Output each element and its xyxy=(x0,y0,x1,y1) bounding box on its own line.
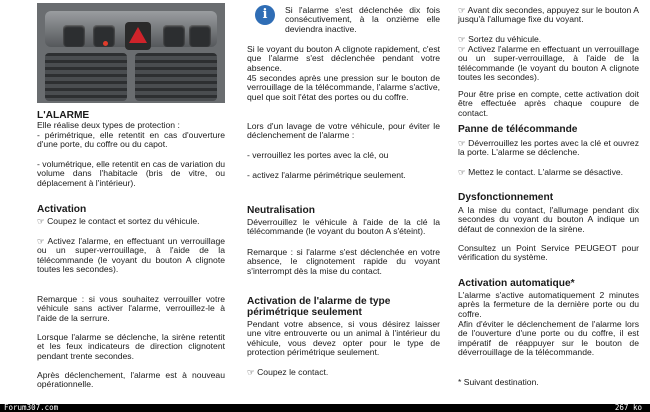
remark: Remarque : si l'alarme s'est déclenchée en votre absence, le clignotement rapide du voyant s'interrompt dès la mise du contact. xyxy=(247,247,440,276)
section-title-neutralisation: Neutralisation xyxy=(247,205,315,216)
alarm-led xyxy=(103,41,108,46)
section-title-malfunction: Dysfonctionnement xyxy=(458,192,554,203)
section-title-perimetric: Activation de l'alarme de type périmétrique seulement xyxy=(247,296,391,318)
remark: Remarque : si vous souhaitez verrouiller votre véhicule sans activer l'alarme, verrouillez-le à l'aide de la serrure. xyxy=(37,294,225,323)
alarm-console-photo xyxy=(37,3,225,103)
section-title-activation: Activation xyxy=(37,204,87,215)
footer-size: 267 ko xyxy=(614,403,642,412)
paragraph: A la mise du contact, l'allumage pendant dix secondes du voyant du bouton A indique un défaut de connexion de la sirène. xyxy=(458,205,639,234)
list-item: ☞ Coupez le contact et sortez du véhicule. xyxy=(37,216,200,226)
paragraph: 45 secondes après une pression sur le bouton de verrouillage de la télécommande, l'alarme s'active, quel que soit l'état des portes ou du coffre. xyxy=(247,73,440,102)
console-button xyxy=(63,25,85,47)
paragraph: Afin d'éviter le déclenchement de l'alarme lors de l'ouverture d'une porte ou du coffre, il est impératif de réappuyer sur le bouton de déverrouillage de la télécommande. xyxy=(458,319,639,358)
list-item: ☞ Déverrouillez les portes avec la clé et ouvrez la porte. L'alarme se déclenche. xyxy=(458,138,639,158)
paragraph: Pour être prise en compte, cette activation doit être effectuée après chaque coupure de contact. xyxy=(458,89,639,118)
list-item: ☞ Activez l'alarme, en effectuant un verrouillage ou un super-verrouillage, à l'aide de la télécommande (le voyant du bouton A clignote toutes les secondes). xyxy=(37,236,225,275)
list-item: ☞ Mettez le contact. L'alarme se désactive. xyxy=(458,167,624,177)
hazard-button-icon xyxy=(125,22,151,50)
section-title-remote-failure: Panne de télécommande xyxy=(458,124,578,135)
air-vent-right xyxy=(135,53,217,101)
list-item: - verrouillez les portes avec la clé, ou xyxy=(247,150,389,160)
list-item: - périmétrique, elle retentit en cas d'ouverture d'une porte, du coffre ou du capot. xyxy=(37,130,225,150)
list-item: ☞ Coupez le contact. xyxy=(247,367,329,377)
footer-site: Forum307.com xyxy=(4,403,59,412)
list-item: ☞ Avant dix secondes, appuyez sur le bouton A jusqu'à l'allumage fixe du voyant. xyxy=(458,5,639,25)
paragraph: Lors d'un lavage de votre véhicule, pour éviter le déclenchement de l'alarme : xyxy=(247,121,440,141)
paragraph: L'alarme s'active automatiquement 2 minutes après la fermeture de la dernière porte ou du coffre. xyxy=(458,290,639,319)
paragraph: Pendant votre absence, si vous désirez laisser une vitre entrouverte ou un animal à l'intérieur du véhicule, vous devez opter pour le type de protection périmétrique seulement. xyxy=(247,319,440,358)
paragraph: Lorsque l'alarme se déclenche, la sirène retentit et les feux indicateurs de direction clignotent pendant trente secondes. xyxy=(37,332,225,361)
console-panel xyxy=(45,11,217,47)
console-button xyxy=(189,25,211,47)
list-item: ☞ Activez l'alarme en effectuant un verrouillage ou un super-verrouillage, à l'aide de la télécommande (le voyant du bouton A clignote toutes les secondes). xyxy=(458,44,639,83)
paragraph: Consultez un Point Service PEUGEOT pour vérification du système. xyxy=(458,243,639,263)
console-button xyxy=(163,25,185,47)
list-item: - activez l'alarme périmétrique seulement. xyxy=(247,170,406,180)
list-item: - volumétrique, elle retentit en cas de variation du volume dans l'habitacle (bris de vitre, ou déplacement à l'intérieur). xyxy=(37,159,225,188)
list-item: ☞ Sortez du véhicule. xyxy=(458,34,542,44)
footer-bar xyxy=(0,404,650,412)
paragraph: Après déclenchement, l'alarme est à nouveau opérationnelle. xyxy=(37,370,225,390)
paragraph: Déverrouillez le véhicule à l'aide de la clé la télécommande (le voyant du bouton A s'éteint). xyxy=(247,217,440,237)
section-title-alarm: L'ALARME xyxy=(37,110,90,121)
air-vent-left xyxy=(45,53,127,101)
section-title-auto-activation: Activation automatique* xyxy=(458,278,575,289)
paragraph: Si le voyant du bouton A clignote rapidement, c'est que l'alarme s'est déclenchée pendant votre absence. xyxy=(247,44,440,73)
info-note: Si l'alarme s'est déclenchée dix fois consécutivement, à la onzième elle deviendra inactive. xyxy=(285,5,440,34)
footnote: * Suivant destination. xyxy=(458,377,539,387)
paragraph: Elle réalise deux types de protection : xyxy=(37,120,180,130)
info-icon: i xyxy=(255,5,275,25)
